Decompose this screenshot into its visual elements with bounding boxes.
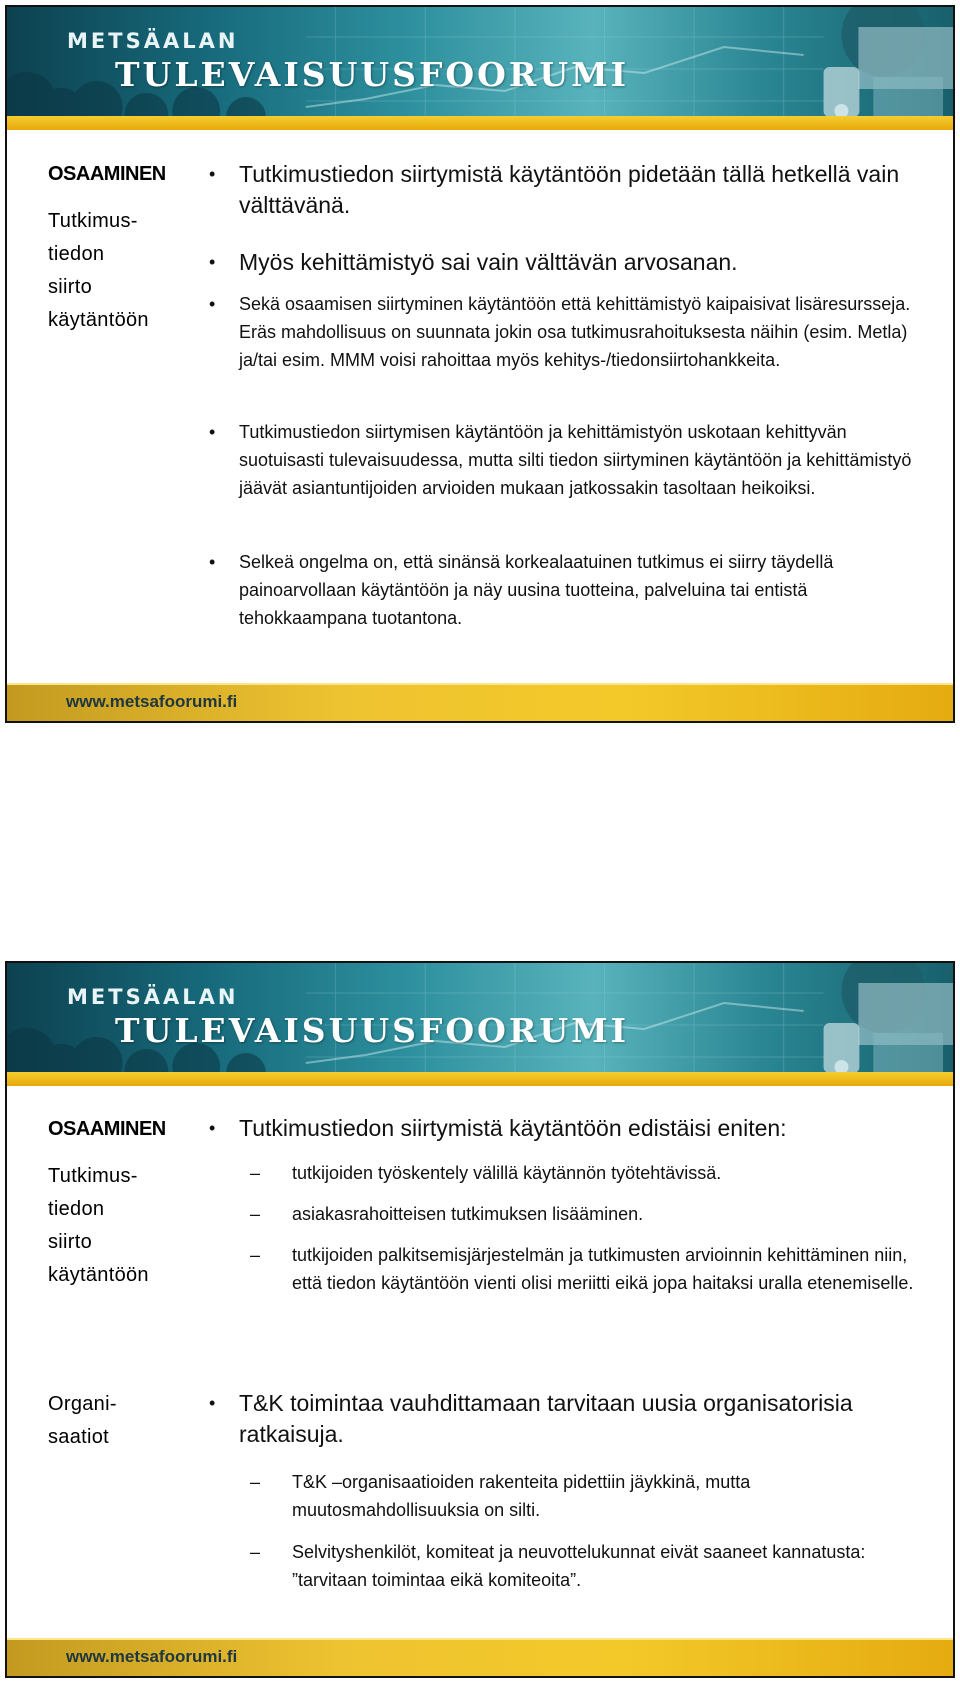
sub-bullet-item xyxy=(250,1538,922,1594)
bullet-item xyxy=(202,418,922,502)
slide-2 xyxy=(5,961,955,1678)
sub-bullet-dash: – xyxy=(250,1163,261,1183)
bullet-dot: • xyxy=(209,422,216,442)
sub-bullet-item xyxy=(250,1468,922,1524)
section-sidebar xyxy=(48,158,166,337)
sub-bullet-text: tutkijoiden palkitsemisjärjestelmän ja tutkimusten arvioinnin kehittäminen niin, että tiedon käytäntöön vienti olisi meriitti eikä jopa haitaksi uralla etenemiselle. xyxy=(292,1245,914,1293)
footer-bar xyxy=(7,1638,953,1676)
section-subtitle-line: siirto xyxy=(48,276,93,298)
section-title: OSAAMINEN xyxy=(48,1118,166,1140)
bullet-item xyxy=(202,548,922,632)
sub-bullet-text: T&K –organisaatioiden rakenteita pidettiin jäykkinä, mutta muutosmahdollisuuksia on silti. xyxy=(292,1472,751,1520)
section-subtitle-line: tiedon xyxy=(48,243,105,265)
section-subtitle-line: käytäntöön xyxy=(48,309,149,331)
bullet-text: Tutkimustiedon siirtymistä käytäntöön edistäisi eniten: xyxy=(239,1115,787,1141)
section-subtitle-line: Tutkimus- xyxy=(48,1165,138,1187)
bullet-item xyxy=(202,1113,922,1144)
section-sidebar-organisations xyxy=(48,1388,117,1454)
section-sidebar xyxy=(48,1113,166,1292)
bullet-item xyxy=(202,290,922,374)
bullet-item xyxy=(202,159,922,221)
brand-name-large: TULEVAISUUSFOORUMI xyxy=(115,55,630,94)
brand-name-small: METSÄALAN xyxy=(67,985,239,1009)
bullet-item xyxy=(202,247,922,278)
bullet-dot: • xyxy=(209,1393,216,1413)
sub-bullet-dash: – xyxy=(250,1204,261,1224)
footer-url: www.metsafoorumi.fi xyxy=(66,1647,238,1666)
bullet-text: Myös kehittämistyö sai vain välttävän arvosanan. xyxy=(239,249,738,275)
header-banner xyxy=(7,7,953,130)
sub-bullet-dash: – xyxy=(250,1472,261,1492)
bullet-dot: • xyxy=(209,164,216,184)
brand-name-small: METSÄALAN xyxy=(67,29,239,53)
bullet-text: Selkeä ongelma on, että sinänsä korkealaatuinen tutkimus ei siirry täydellä painoarvollaan käytäntöön ja näy uusina tuotteina, palveluina tai entistä tehokkaampana tuotantona. xyxy=(239,552,834,628)
sub-bullet-text: tutkijoiden työskentely välillä käytännön työtehtävissä. xyxy=(292,1163,722,1183)
sub-bullet-item xyxy=(250,1241,922,1297)
bullet-dot: • xyxy=(209,252,216,272)
section-subtitle-line: saatiot xyxy=(48,1426,110,1448)
bullet-dot: • xyxy=(209,294,216,314)
footer-highlight xyxy=(7,683,953,685)
slide-1 xyxy=(5,5,955,723)
bullet-text: T&K toimintaa vauhdittamaan tarvitaan uusia organisatorisia ratkaisuja. xyxy=(239,1390,853,1447)
bullet-dot: • xyxy=(209,552,216,572)
section-subtitle-line: käytäntöön xyxy=(48,1264,149,1286)
bullet-text: Tutkimustiedon siirtymistä käytäntöön pidetään tällä hetkellä vain välttävänä. xyxy=(239,161,900,218)
sub-bullet-text: Selvityshenkilöt, komiteat ja neuvottelukunnat eivät saaneet kannatusta: ”tarvitaan toimintaa eikä komiteoita”. xyxy=(292,1542,866,1590)
bullet-dot: • xyxy=(209,1118,216,1138)
section-subtitle-line: tiedon xyxy=(48,1198,105,1220)
bullet-item xyxy=(202,1388,922,1450)
section-subtitle-line: Tutkimus- xyxy=(48,210,138,232)
section-title: OSAAMINEN xyxy=(48,163,166,185)
banner-accent-bar xyxy=(7,116,953,130)
sub-bullet-item xyxy=(250,1200,922,1228)
sub-bullet-text: asiakasrahoitteisen tutkimuksen lisääminen. xyxy=(292,1204,644,1224)
sub-bullet-dash: – xyxy=(250,1542,261,1562)
header-banner xyxy=(7,963,953,1086)
footer-highlight xyxy=(7,1638,953,1640)
section-subtitle-line: Organi- xyxy=(48,1393,117,1415)
bullet-text: Sekä osaamisen siirtyminen käytäntöön että kehittämistyö kaipaisivat lisäresursseja. Eräs mahdollisuus on suunnata jokin osa tutkimusrahoituksesta näihin (esim. Metla) ja/tai esim. MMM voisi rahoittaa myös kehitys-/tiedonsiirtohankkeita. xyxy=(239,294,911,370)
footer-bar xyxy=(7,683,953,721)
banner-accent-bar xyxy=(7,1072,953,1086)
footer-url: www.metsafoorumi.fi xyxy=(66,692,238,711)
bullet-text: Tutkimustiedon siirtymisen käytäntöön ja kehittämistyön uskotaan kehittyvän suotuisasti tulevaisuudessa, mutta silti tiedon siirtyminen käytäntöön ja kehittämistyö jäävät asiantuntijoiden arvioiden mukaan jatkossakin tasoltaan heikoiksi. xyxy=(239,422,912,498)
sub-bullet-dash: – xyxy=(250,1245,261,1265)
section-subtitle-line: siirto xyxy=(48,1231,93,1253)
brand-name-large: TULEVAISUUSFOORUMI xyxy=(115,1011,630,1050)
sub-bullet-item xyxy=(250,1159,922,1187)
